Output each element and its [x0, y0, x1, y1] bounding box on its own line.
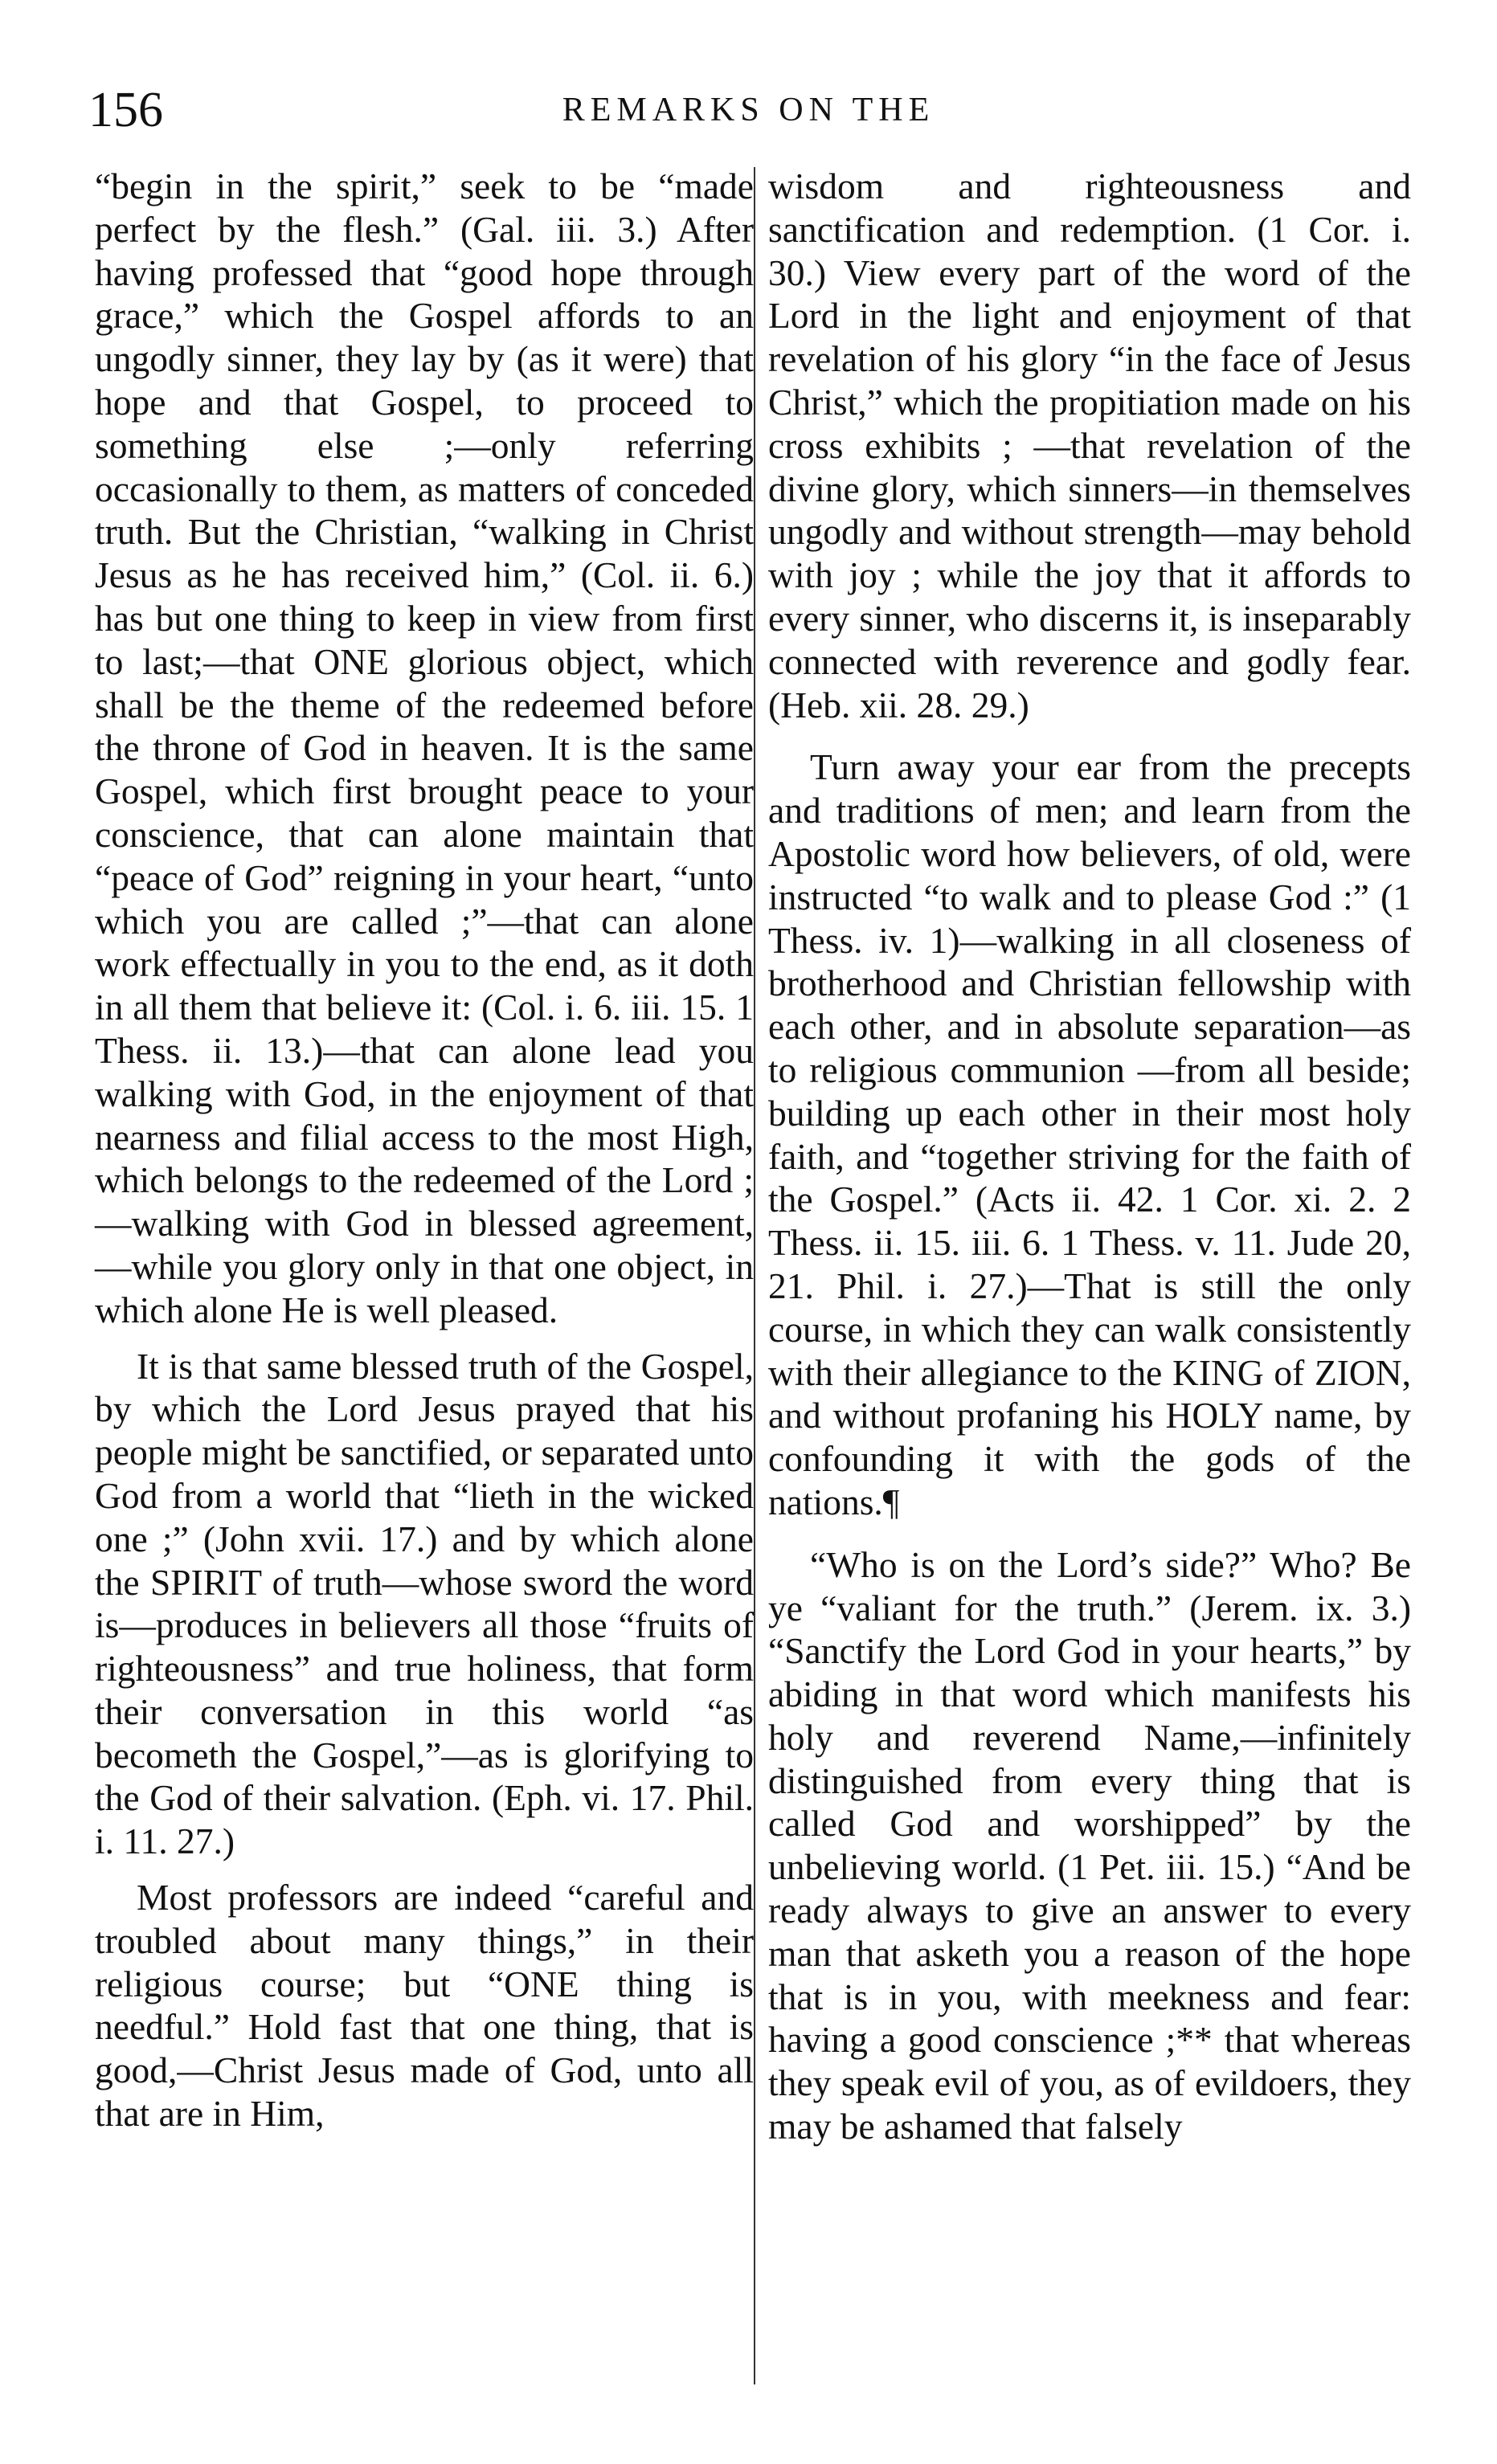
running-head: REMARKS ON THE [562, 92, 935, 129]
right-paragraph-1: wisdom and righteousness and sanctification and redemption. (1 Cor. i. 30.) View every part of the word of the Lord in the light and enjoyment of that revelation of his glory “in the face of Jesus Christ,” which the propitiation made on his cross exhibits ; —that revelation of the divine glory, which sinners—in themselves ungodly and without strength—may behold with joy ; while the joy that it affords to every sinner, who discerns it, is inseparably connected with reverence and godly fear. (Heb. xii. 28. 29.) [768, 165, 1411, 725]
right-column [768, 165, 1411, 2161]
page-header [0, 74, 1497, 146]
right-paragraph-3: “Who is on the Lord’s side?” Who? Be ye “valiant for the truth.” (Jerem. ix. 3.) “Sanctify the Lord God in your hearts,” by abiding in that word which manifests his holy and reverend Name,—infinitely distinguished from every thing that is called God and worshipped” by the unbelieving world. (1 Pet. iii. 15.) “And be ready always to give an answer to every man that asketh you a reason of the hope that is in you, with meekness and fear: having a good conscience ;** that whereas they speak evil of you, as of evildoers, they may be ashamed that falsely [768, 1543, 1411, 2147]
left-column [95, 165, 754, 2148]
page-number: 156 [88, 83, 163, 137]
right-paragraph-2: Turn away your ear from the precepts and traditions of men; and learn from the Apostolic word how believers, of old, were instructed “to walk and to please God :” (1 Thess. iv. 1)—walking in all closeness of brotherhood and Christian fellowship with each other, and in absolute separation—as to religious communion —from all beside; building up each other in their most holy faith, and “together striving for the faith of the Gospel.” (Acts ii. 42. 1 Cor. xi. 2. 2 Thess. ii. 15. iii. 6. 1 Thess. v. 11. Jude 20, 21. Phil. i. 27.)—That is still the only course, in which they can walk consistently with their allegiance to the KING of ZION, and without profaning his HOLY name, by confounding it with the gods of the nations.¶ [768, 746, 1411, 1522]
column-divider [754, 167, 755, 2384]
left-paragraph-3: Most professors are indeed “careful and troubled about many things,” in their religious course; but “ONE thing is needful.” Hold fast that one thing, that is good,—Christ Jesus made of God, unto all that are in Him, [95, 1877, 754, 2135]
left-paragraph-2: It is that same blessed truth of the Gospel, by which the Lord Jesus prayed that his people might be sanctified, or separated unto God from a world that “lieth in the wicked one ;” (John xvii. 17.) and by which alone the SPIRIT of truth—whose sword the word is—produces in believers all those “fruits of righteousness” and true holiness, that form their conversation in this world “as becometh the Gospel,”—as is glorifying to the God of their salvation. (Eph. vi. 17. Phil. i. 11. 27.) [95, 1345, 754, 1862]
left-paragraph-1: “begin in the spirit,” seek to be “made perfect by the flesh.” (Gal. iii. 3.) After having professed that “good hope through grace,” which the Gospel affords to an ungodly sinner, they lay by (as it were) that hope and that Gospel, to proceed to something else ;—only referring occasionally to them, as matters of conceded truth. But the Christian, “walking in Christ Jesus as he has received him,” (Col. ii. 6.) has but one thing to keep in view from first to last;—that ONE glorious object, which shall be the theme of the redeemed before the throne of God in heaven. It is the same Gospel, which first brought peace to your conscience, that can alone maintain that “peace of God” reigning in your heart, “unto which you are called ;”—that can alone work effectually in you to the end, as it doth in all them that believe it: (Col. i. 6. iii. 15. 1 Thess. ii. 13.)—that can alone lead you walking with God, in the enjoyment of that nearness and filial access to the most High, which belongs to the redeemed of the Lord ; —walking with God in blessed agreement,—while you glory only in that one object, in which alone He is well pleased. [95, 165, 754, 1330]
